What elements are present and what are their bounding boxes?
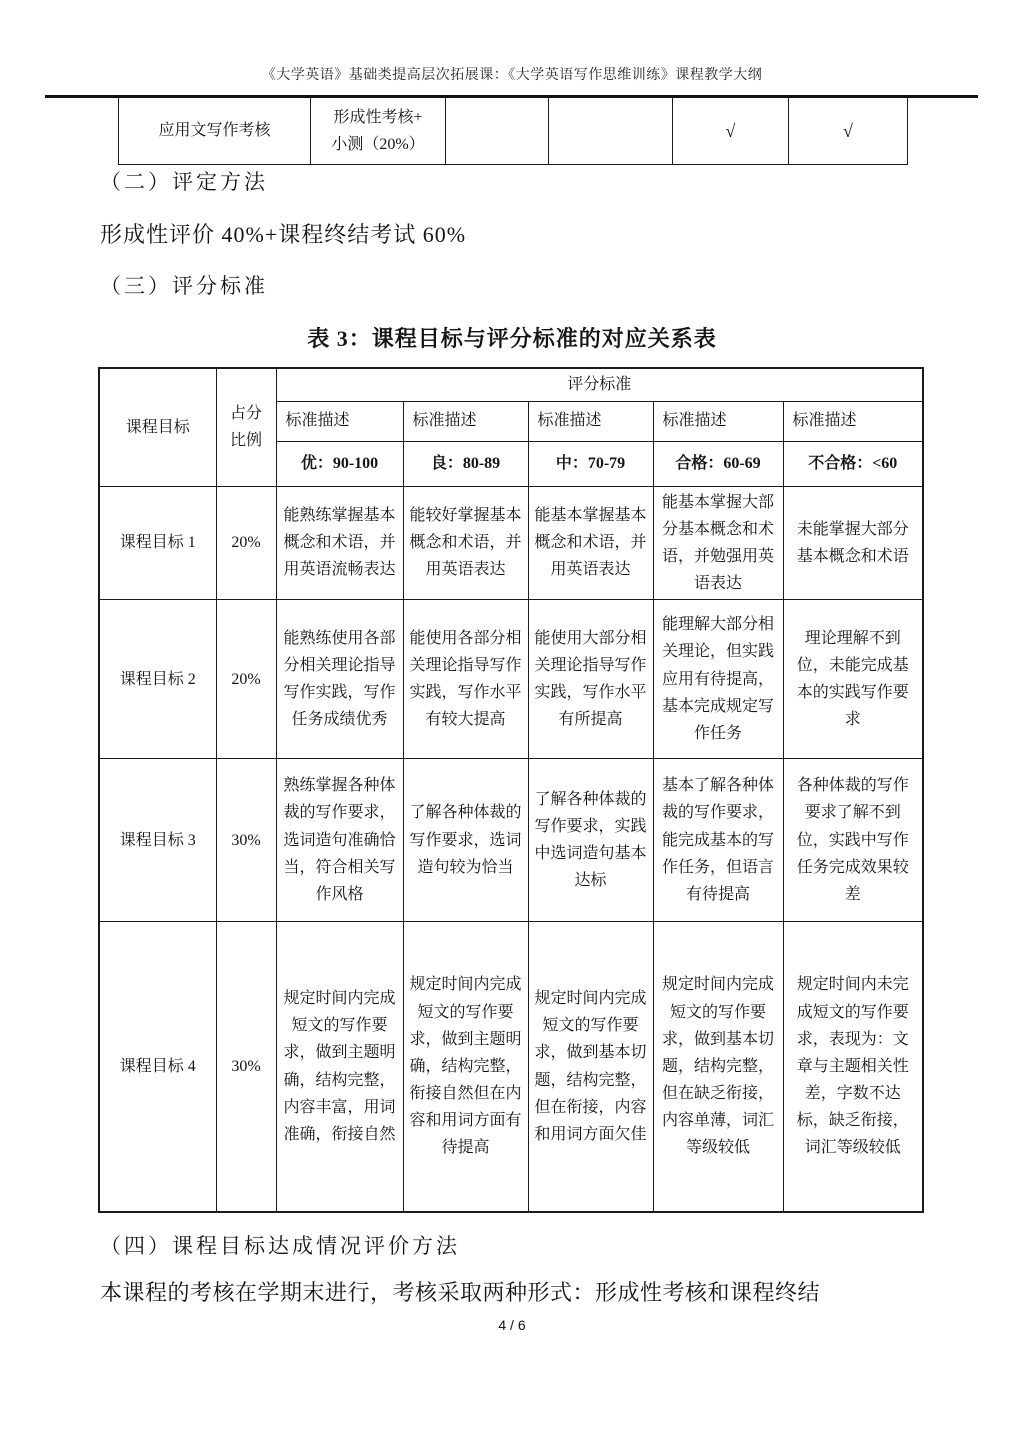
criteria-cell: 了解各种体裁的写作要求，实践中选词造句基本达标	[528, 759, 653, 922]
standard-desc-header: 标准描述	[653, 401, 783, 441]
criteria-cell: 基本了解各种体裁的写作要求，能完成基本的写作任务，但语言有待提高	[653, 759, 783, 922]
grade-header-pass: 合格：60-69	[653, 441, 783, 486]
section-4-body: 本课程的考核在学期末进行，考核采取两种形式：形成性考核和课程终结	[100, 1280, 821, 1305]
weight-column-header	[216, 368, 276, 486]
grade-header-fail: 不合格：<60	[783, 441, 923, 486]
criteria-cell: 规定时间内未完成短文的写作要求，表现为：文章与主题相关性差，字数不达标，缺乏衔接，词汇等级较低	[783, 922, 923, 1212]
scoring-criteria-table	[98, 367, 924, 1213]
weight-cell: 30%	[216, 759, 276, 922]
table-row	[99, 600, 923, 759]
table-3-title: 表 3：课程目标与评分标准的对应关系表	[307, 326, 717, 351]
standard-desc-header: 标准描述	[783, 401, 923, 441]
assessment-carryover-table	[118, 98, 908, 165]
standard-desc-header: 标准描述	[276, 401, 403, 441]
goal-cell: 课程目标 2	[99, 600, 216, 759]
assessment-name-cell: 应用文写作考核	[119, 98, 311, 165]
goal-cell: 课程目标 3	[99, 759, 216, 922]
table-row	[99, 759, 923, 922]
criteria-cell: 规定时间内完成短文的写作要求，做到主题明确，结构完整，内容丰富，用词准确，衔接自然	[276, 922, 403, 1212]
criteria-cell: 能基本掌握大部分基本概念和术语，并勉强用英语表达	[653, 486, 783, 600]
page-number: 4 / 6	[498, 1317, 526, 1333]
criteria-cell: 能基本掌握基本概念和术语，并用英语表达	[528, 486, 653, 600]
standard-desc-header: 标准描述	[528, 401, 653, 441]
standard-desc-header: 标准描述	[403, 401, 528, 441]
section-2-heading: （二）评定方法	[100, 170, 268, 194]
weight-header-text: 占分比例	[229, 405, 262, 450]
section-4-heading: （四）课程目标达成情况评价方法	[100, 1234, 460, 1258]
criteria-cell: 能熟练使用各部分相关理论指导写作实践，写作任务成绩优秀	[276, 600, 403, 759]
table-row	[99, 922, 923, 1212]
grade-header-good: 良：80-89	[403, 441, 528, 486]
criteria-cell: 规定时间内完成短文的写作要求，做到主题明确，结构完整，衔接自然但在内容和用词方面有待提高	[403, 922, 528, 1212]
table-header-row	[99, 368, 923, 401]
criteria-cell: 未能掌握大部分基本概念和术语	[783, 486, 923, 600]
criteria-cell: 能理解大部分相关理论，但实践应用有待提高，基本完成规定写作任务	[653, 600, 783, 759]
checkmark-cell: √	[673, 98, 789, 165]
criteria-cell: 规定时间内完成短文的写作要求，做到基本切题，结构完整，但在缺乏衔接，内容单薄，词汇等级较低	[653, 922, 783, 1212]
method-line: 小测（20%）	[331, 136, 425, 153]
method-line: 形成性考核+	[333, 108, 423, 126]
grade-header-medium: 中：70-79	[528, 441, 653, 486]
criteria-cell: 了解各种体裁的写作要求，选词造句较为恰当	[403, 759, 528, 922]
criteria-cell: 能使用大部分相关理论指导写作实践，写作水平有所提高	[528, 600, 653, 759]
checkmark-cell: √	[789, 98, 908, 165]
weight-cell: 30%	[216, 922, 276, 1212]
goal-cell: 课程目标 1	[99, 486, 216, 600]
criteria-cell: 能熟练掌握基本概念和术语，并用英语流畅表达	[276, 486, 403, 600]
criteria-cell: 理论理解不到位，未能完成基本的实践写作要求	[783, 600, 923, 759]
weight-cell: 20%	[216, 600, 276, 759]
table-row	[119, 98, 908, 165]
criteria-cell: 各种体裁的写作要求了解不到位，实践中写作任务完成效果较差	[783, 759, 923, 922]
criteria-cell: 规定时间内完成短文的写作要求，做到基本切题，结构完整，但在衔接，内容和用词方面欠佳	[528, 922, 653, 1212]
goal-column-header: 课程目标	[99, 368, 216, 486]
criteria-cell: 能使用各部分相关理论指导写作实践，写作水平有较大提高	[403, 600, 528, 759]
grade-header-excellent: 优：90-100	[276, 441, 403, 486]
scoring-standard-header: 评分标准	[276, 368, 923, 401]
document-header: 《大学英语》基础类提高层次拓展课：《大学英语写作思维训练》课程教学大纲	[261, 66, 763, 82]
criteria-cell: 能较好掌握基本概念和术语，并用英语表达	[403, 486, 528, 600]
empty-cell	[446, 98, 549, 165]
empty-cell	[549, 98, 673, 165]
weight-cell: 20%	[216, 486, 276, 600]
assessment-method-cell	[311, 98, 446, 165]
section-3-heading: （三）评分标准	[100, 274, 268, 298]
criteria-cell: 熟练掌握各种体裁的写作要求，选词造句准确恰当，符合相关写作风格	[276, 759, 403, 922]
table-row	[99, 486, 923, 600]
goal-cell: 课程目标 4	[99, 922, 216, 1212]
evaluation-formula: 形成性评价 40%+课程终结考试 60%	[100, 222, 467, 247]
